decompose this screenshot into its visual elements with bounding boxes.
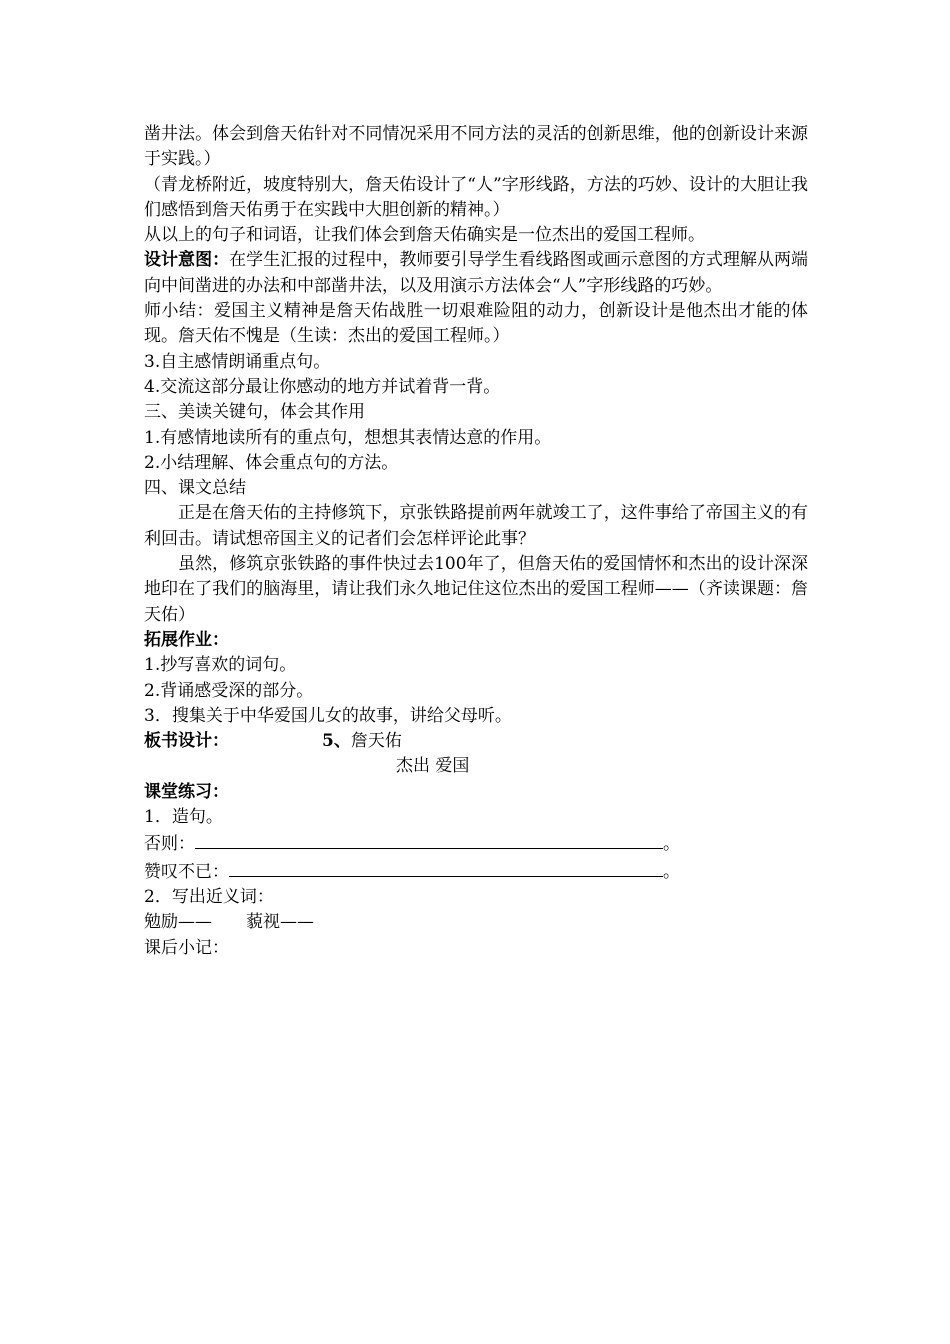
homework-item-3: 3．搜集关于中华爱国儿女的故事，讲给父母听。 [144, 705, 512, 726]
section-heading-4: 四、课文总结 [144, 478, 246, 499]
sentence-2-word: 赞叹不已： [144, 861, 229, 882]
sentence-1-blank[interactable] [195, 830, 663, 849]
homework-item-2: 2.背诵感受深的部分。 [144, 680, 314, 701]
homework-title: 拓展作业： [144, 629, 229, 650]
design-intent-label: 设计意图： [144, 250, 230, 271]
homework-item-1: 1.抄写喜欢的词句。 [144, 655, 297, 676]
sentence-2-row [144, 858, 808, 885]
sentence-1-row [144, 830, 808, 857]
practice-q1: 1．造句。 [144, 807, 223, 828]
section3-item-2: 2.小结理解、体会重点句的方法。 [144, 452, 399, 473]
practice-title: 课堂练习： [144, 781, 229, 802]
paragraph-p1: 凿井法。体会到詹天佑针对不同情况采用不同方法的灵活的创新思维，他的创新设计来源于实践。） [144, 124, 808, 170]
step-4: 4.交流这部分最让你感动的地方并试着背一背。 [144, 376, 501, 397]
document-body [144, 122, 808, 961]
step-3: 3.自主感情朗诵重点句。 [144, 351, 331, 372]
sentence-1-word: 否则： [144, 834, 195, 855]
paragraph-p3: 从以上的句子和词语，让我们体会到詹天佑确实是一位杰出的爱国工程师。 [144, 225, 705, 246]
synonym-row [144, 910, 808, 935]
after-class-notes: 课后小记： [144, 937, 229, 958]
board-design-label: 板书设计： [144, 731, 229, 752]
design-intent-text: 在学生汇报的过程中，教师要引导学生看线路图或画示意图的方式理解从两端向中间凿进的办法和中部凿井法，以及用演示方法体会“人”字形线路的巧妙。 [144, 250, 809, 296]
teacher-summary: 师小结：爱国主义精神是詹天佑战胜一切艰难险阻的动力，创新设计是他杰出才能的体现。詹天佑不愧是（生读：杰出的爱国工程师。） [144, 301, 808, 347]
sentence-2-end: 。 [663, 861, 680, 882]
synonym-2: 藐视—— [246, 912, 314, 933]
design-intent-paragraph [144, 248, 808, 299]
board-design-row [144, 729, 808, 754]
synonym-1: 勉励—— [144, 912, 212, 933]
summary-paragraph-2: 虽然，修筑京张铁路的事件快过去100年了，但詹天佑的爱国情怀和杰出的设计深深地印在了我们的脑海里，请让我们永久地记住这位杰出的爱国工程师——（齐读课题：詹天佑） [144, 554, 808, 625]
sentence-2-blank[interactable] [229, 858, 663, 877]
summary-paragraph-1: 正是在詹天佑的主持修筑下，京张铁路提前两年就竣工了，这件事给了帝国主义的有利回击。请试想帝国主义的记者们会怎样评论此事？ [144, 503, 808, 549]
practice-q2: 2．写出近义词： [144, 886, 274, 907]
sentence-1-end: 。 [663, 834, 680, 855]
paragraph-p2: （青龙桥附近，坡度特别大，詹天佑设计了“人”字形线路，方法的巧妙、设计的大胆让我们感悟到詹天佑勇于在实践中大胆创新的精神。） [144, 174, 808, 220]
board-keywords: 杰出 爱国 [396, 756, 470, 777]
section3-item-1: 1.有感情地读所有的重点句，想想其表情达意的作用。 [144, 427, 552, 448]
board-lesson-number: 5、 [322, 731, 351, 752]
section-heading-3: 三、美读关键句，体会其作用 [144, 402, 365, 423]
board-lesson-title: 詹天佑 [350, 731, 402, 752]
